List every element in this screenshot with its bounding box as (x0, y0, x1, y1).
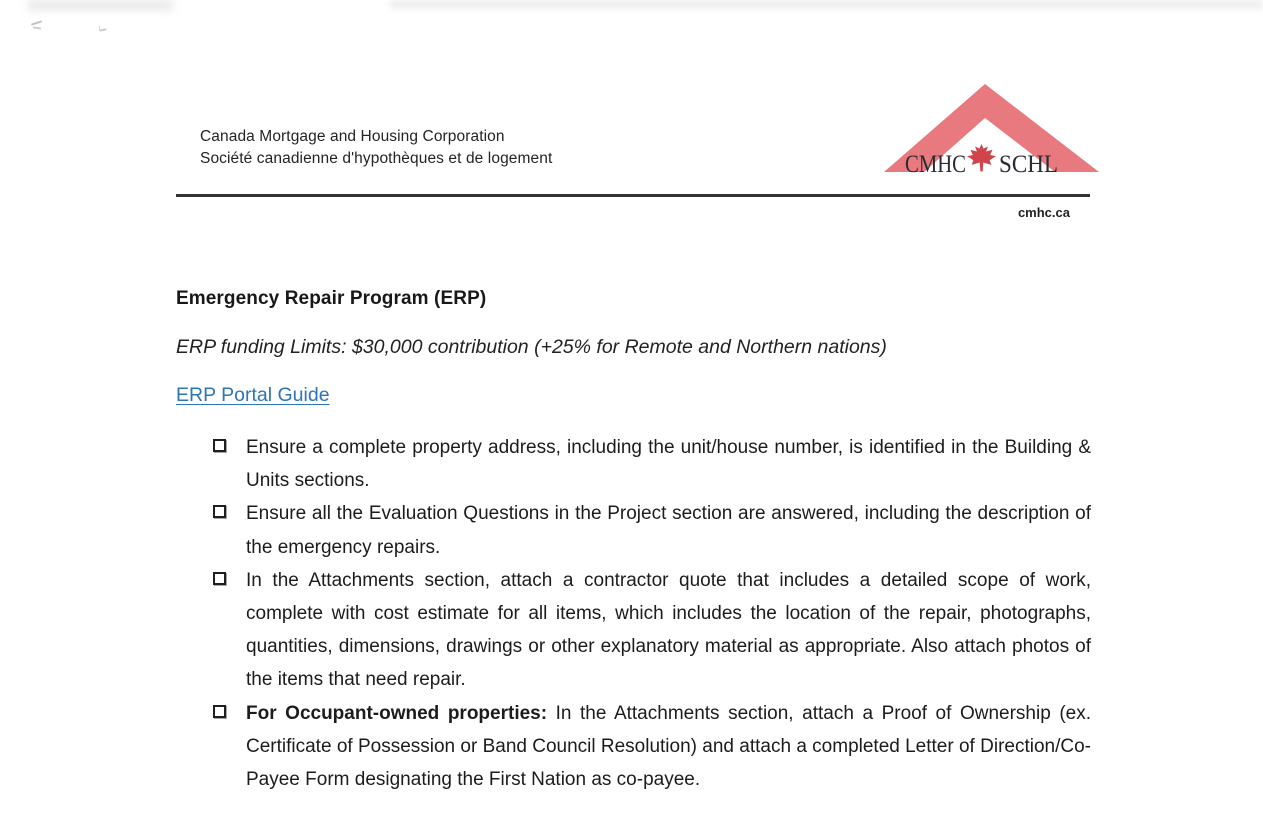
checkbox-icon (213, 439, 226, 452)
checklist-item-contractor-quote (213, 564, 1091, 697)
checklist-item-text: In the Attachments section, attach a contractor quote that includes a detailed scope of work, complete with cost estimate for all items, which includes the location of the repair, photographs, quantities, dimensions, drawings or other explanatory material as appropriate. Also attach photos of the items that need repair. (246, 569, 1091, 691)
funding-limits-note: ERP funding Limits: $30,000 contribution (+25% for Remote and Northern nations) (176, 336, 887, 358)
checkbox-icon (213, 572, 226, 585)
checklist-item-text: Ensure a complete property address, including the unit/house number, is identified in the Building & Units sections. (246, 437, 1091, 492)
checklist-item-text: In the Attachments section, attach a Proof of Ownership (ex. Certificate of Possession or Band Council Resolution) and attach a completed Letter of Direction/Co-Payee Form designating the First Nation as co-payee. (246, 702, 1091, 791)
checkbox-icon (213, 705, 226, 718)
scan-artifact (98, 24, 106, 31)
org-name-english: Canada Mortgage and Housing Corporation (200, 128, 505, 145)
logo-acronym-schl: SCHL (999, 151, 1058, 175)
checklist-item-lead: For Occupant-owned properties: (246, 702, 548, 724)
page-title: Emergency Repair Program (ERP) (176, 288, 487, 309)
checklist-item-evaluation-questions (213, 497, 1091, 563)
erp-portal-guide-link[interactable]: ERP Portal Guide (176, 384, 330, 406)
org-name-french: Société canadienne d'hypothèques et de logement (200, 149, 553, 167)
header-divider (176, 194, 1090, 197)
scan-artifact (28, 0, 173, 11)
cmhc-schl-logo (884, 80, 1099, 175)
website-url: cmhc.ca (1017, 205, 1070, 220)
checklist-item-occupant-owned (213, 697, 1091, 797)
scan-artifact (31, 20, 42, 25)
erp-checklist (213, 431, 1091, 796)
org-name-block (200, 126, 552, 169)
checklist-item-text: Ensure all the Evaluation Questions in the Project section are answered, including the description of the emergency repairs. (246, 503, 1091, 558)
logo-acronym-cmhc: CMHC (905, 151, 966, 175)
checklist-item-property-address (213, 431, 1091, 497)
checkbox-icon (213, 505, 226, 518)
scan-artifact (33, 26, 41, 29)
maple-leaf-icon (967, 144, 996, 172)
scan-artifact (390, 0, 1263, 9)
